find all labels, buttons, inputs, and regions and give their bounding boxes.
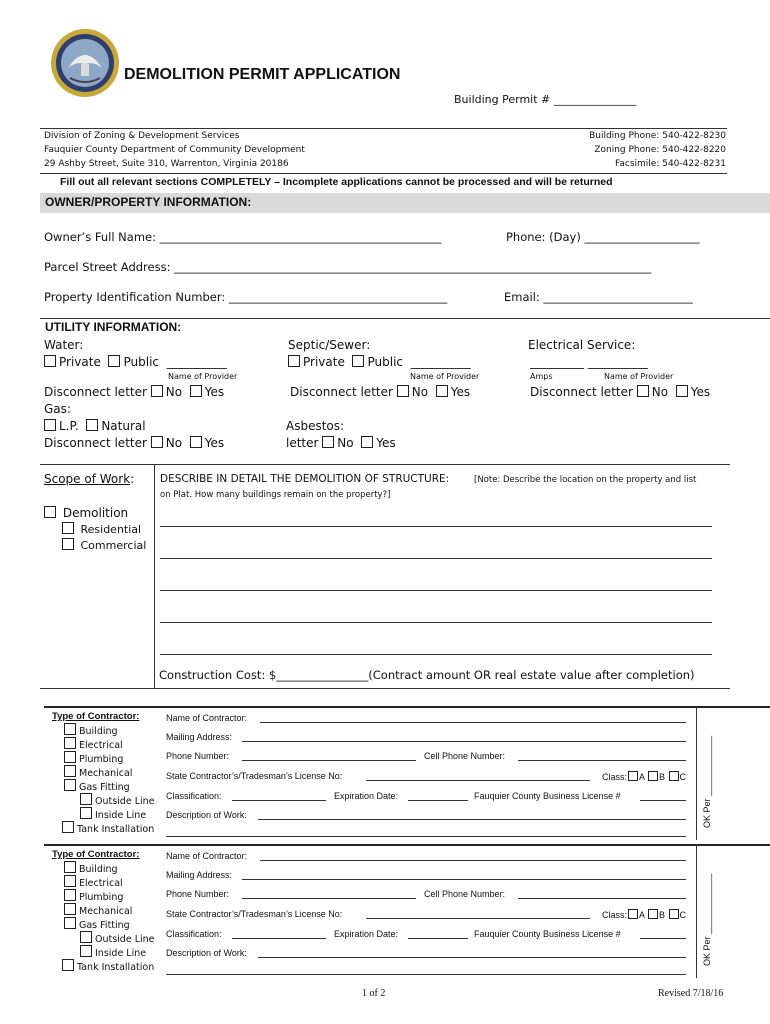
no-label: No xyxy=(411,385,429,399)
septic-public-checkbox[interactable] xyxy=(352,355,364,367)
inside-line-option[interactable]: Inside Line xyxy=(80,945,146,959)
business-license-field[interactable] xyxy=(640,938,686,939)
yes-label: Yes xyxy=(690,385,711,399)
license-label: State Contractor’s/Tradesman’s License No: xyxy=(166,909,343,919)
gas-disconnect-no-checkbox[interactable] xyxy=(151,436,163,448)
cell-phone-field[interactable] xyxy=(518,898,686,899)
class-options: Class: A B C xyxy=(602,772,687,782)
tank-installation-option[interactable]: Tank Installation xyxy=(62,821,154,835)
gas-disconnect-label: Disconnect letter xyxy=(44,436,147,450)
tank-installation-option[interactable]: Tank Installation xyxy=(62,959,154,973)
yes-label: Yes xyxy=(376,436,396,450)
phone-number-label: Phone Number: xyxy=(166,889,230,899)
septic-provider-caption: Name of Provider xyxy=(410,372,480,381)
tank-installation-checkbox[interactable] xyxy=(62,959,74,971)
contractor-type-checkbox[interactable] xyxy=(64,765,76,777)
water-public-label: Public xyxy=(123,355,159,369)
class-c-checkbox[interactable] xyxy=(669,909,679,919)
water-disconnect-yes-checkbox[interactable] xyxy=(190,385,202,397)
mailing-address-label: Mailing Address: xyxy=(166,870,233,880)
contractor-type-gas-fitting[interactable]: Gas Fitting xyxy=(64,779,130,793)
page-number: 1 of 2 xyxy=(362,988,386,999)
mailing-address-field[interactable] xyxy=(242,741,686,742)
gas-natural-checkbox[interactable] xyxy=(86,419,98,431)
class-c-checkbox[interactable] xyxy=(669,771,679,781)
outside-line-checkbox[interactable] xyxy=(80,793,92,805)
water-private-label: Private xyxy=(59,355,101,369)
description-field[interactable] xyxy=(258,819,686,820)
gas-lp-checkbox[interactable] xyxy=(44,419,56,431)
contractor-name-field[interactable] xyxy=(260,860,686,861)
page-title: DEMOLITION PERMIT APPLICATION xyxy=(124,66,401,83)
describe-note-2: on Plat. How many buildings remain on the property?] xyxy=(160,490,391,500)
residential-label: Residential xyxy=(80,523,142,536)
demolition-option xyxy=(44,506,128,520)
ok-per-label: OK Per ____________ xyxy=(702,735,712,828)
septic-public-label: Public xyxy=(367,355,403,369)
mailing-address-label: Mailing Address: xyxy=(166,732,233,742)
residential-checkbox[interactable] xyxy=(62,522,74,534)
owner-section-heading: OWNER/PROPERTY INFORMATION: xyxy=(40,193,770,213)
describe-line-4[interactable] xyxy=(160,622,712,623)
contractor-name-label: Name of Contractor: xyxy=(166,851,248,861)
describe-line-3[interactable] xyxy=(160,590,712,591)
water-disconnect-no-checkbox[interactable] xyxy=(151,385,163,397)
class-a-checkbox[interactable] xyxy=(628,771,638,781)
cell-phone-label: Cell Phone Number: xyxy=(424,751,506,761)
class-b-checkbox[interactable] xyxy=(648,909,658,919)
inside-line-checkbox[interactable] xyxy=(80,945,92,957)
septic-private-label: Private xyxy=(303,355,345,369)
completion-notice: Fill out all relevant sections COMPLETELY – Incomplete applications cannot be processed and will be returned xyxy=(60,176,613,188)
contractor-type-building[interactable]: Building xyxy=(64,723,118,737)
license-field[interactable] xyxy=(366,918,590,919)
classification-label: Classification: xyxy=(166,791,222,801)
owner-name-field[interactable]: Owner’s Full Name: _________________________________________________ xyxy=(44,230,442,244)
describe-note-1: [Note: Describe the location on the property and list xyxy=(474,475,697,485)
water-public-checkbox[interactable] xyxy=(108,355,120,367)
contractor-type-building[interactable]: Building xyxy=(64,861,118,875)
contractor-type-mechanical[interactable]: Mechanical xyxy=(64,903,132,917)
contractor-type-heading: Type of Contractor: xyxy=(52,849,140,860)
contractor-type-electrical[interactable]: Electrical xyxy=(64,875,123,889)
email-field[interactable]: Email: __________________________ xyxy=(504,290,693,304)
yes-label: Yes xyxy=(204,385,225,399)
electric-provider-caption: Name of Provider xyxy=(604,372,674,381)
commercial-checkbox[interactable] xyxy=(62,538,74,550)
electric-disconnect-yes-checkbox[interactable] xyxy=(676,385,688,397)
description-field-2[interactable] xyxy=(166,974,686,975)
owner-phone-field[interactable]: Phone: (Day) ____________________ xyxy=(506,230,700,244)
scope-heading xyxy=(44,472,134,486)
contractor-type-checkbox[interactable] xyxy=(64,861,76,873)
commercial-option xyxy=(62,538,146,552)
business-license-label: Fauquier County Business License # xyxy=(474,791,621,801)
cell-phone-field[interactable] xyxy=(518,760,686,761)
contractor-type-plumbing[interactable]: Plumbing xyxy=(64,751,123,765)
zoning-phone: Zoning Phone: 540-422-8220 xyxy=(594,145,726,155)
commercial-label: Commercial xyxy=(80,539,147,552)
tank-installation-checkbox[interactable] xyxy=(62,821,74,833)
septic-disconnect-yes-checkbox[interactable] xyxy=(436,385,448,397)
classification-label: Classification: xyxy=(166,929,222,939)
expiration-label: Expiration Date: xyxy=(334,791,399,801)
scope-heading-colon: : xyxy=(130,472,135,486)
license-field[interactable] xyxy=(366,780,590,781)
license-label: State Contractor’s/Tradesman’s License No: xyxy=(166,771,343,781)
scope-heading-text: Scope of Work xyxy=(44,472,131,486)
contractor-type-mechanical[interactable]: Mechanical xyxy=(64,765,132,779)
class-a-checkbox[interactable] xyxy=(628,909,638,919)
contractor-type-checkbox[interactable] xyxy=(64,751,76,763)
septic-disconnect-label: Disconnect letter xyxy=(290,385,393,399)
septic-disconnect xyxy=(290,385,470,399)
description-label: Description of Work: xyxy=(166,948,247,958)
description-field[interactable] xyxy=(258,957,686,958)
contractor-type-checkbox[interactable] xyxy=(64,737,76,749)
division-line: Division of Zoning & Development Services xyxy=(44,131,240,141)
asbestos-no-checkbox[interactable] xyxy=(322,436,334,448)
inside-line-option[interactable]: Inside Line xyxy=(80,807,146,821)
septic-private-checkbox[interactable] xyxy=(288,355,300,367)
contractor-type-checkbox[interactable] xyxy=(64,903,76,915)
septic-disconnect-no-checkbox[interactable] xyxy=(397,385,409,397)
contractor-type-electrical[interactable]: Electrical xyxy=(64,737,123,751)
asbestos-letter xyxy=(286,436,396,450)
no-label: No xyxy=(165,436,183,450)
gas-disconnect xyxy=(44,436,224,450)
water-private-checkbox[interactable] xyxy=(44,355,56,367)
water-disconnect xyxy=(44,385,224,399)
classification-field[interactable] xyxy=(232,800,326,801)
electric-disconnect xyxy=(530,385,710,399)
description-field-2[interactable] xyxy=(166,836,686,837)
street-address-field[interactable]: Parcel Street Address: ___________________________________________________________________________________ xyxy=(44,260,652,274)
gas-lp-label: L.P. xyxy=(59,419,79,433)
septic-label: Septic/Sewer: xyxy=(288,338,371,352)
water-options xyxy=(44,355,227,369)
describe-line-5[interactable] xyxy=(160,654,712,655)
contractor-type-checkbox[interactable] xyxy=(64,889,76,901)
expiration-field[interactable] xyxy=(408,938,468,939)
mailing-address-field[interactable] xyxy=(242,879,686,880)
water-label: Water: xyxy=(44,338,84,352)
water-provider-caption: Name of Provider xyxy=(168,372,238,381)
residential-option xyxy=(62,522,141,536)
phone-number-label: Phone Number: xyxy=(166,751,230,761)
cell-phone-label: Cell Phone Number: xyxy=(424,889,506,899)
electric-label: Electrical Service: xyxy=(528,338,636,352)
describe-heading: DESCRIBE IN DETAIL THE DEMOLITION OF STRUCTURE: xyxy=(160,473,450,485)
demolition-label: Demolition xyxy=(62,506,129,520)
description-label: Description of Work: xyxy=(166,810,247,820)
outside-line-option[interactable]: Outside Line xyxy=(80,931,155,945)
no-label: No xyxy=(651,385,669,399)
electric-disconnect-no-checkbox[interactable] xyxy=(637,385,649,397)
no-label: No xyxy=(337,436,354,450)
contractor-type-checkbox[interactable] xyxy=(64,917,76,929)
outside-line-checkbox[interactable] xyxy=(80,931,92,943)
construction-cost-field[interactable]: Construction Cost: $________________(Contract amount OR real estate value after completion) xyxy=(159,668,695,682)
facsimile: Facsimile: 540-422-8231 xyxy=(615,159,726,169)
water-disconnect-label: Disconnect letter xyxy=(44,385,147,399)
department-line: Fauquier County Department of Community Development xyxy=(44,145,305,155)
expiration-field[interactable] xyxy=(408,800,468,801)
classification-field[interactable] xyxy=(232,938,326,939)
county-seal xyxy=(50,28,120,98)
contractor-name-label: Name of Contractor: xyxy=(166,713,248,723)
inside-line-checkbox[interactable] xyxy=(80,807,92,819)
gas-disconnect-yes-checkbox[interactable] xyxy=(190,436,202,448)
outside-line-option[interactable]: Outside Line xyxy=(80,793,155,807)
describe-line-2[interactable] xyxy=(160,558,712,559)
contractor-name-field[interactable] xyxy=(260,722,686,723)
building-phone: Building Phone: 540-422-8230 xyxy=(589,131,726,141)
contractor-type-checkbox[interactable] xyxy=(64,779,76,791)
yes-label: Yes xyxy=(204,436,225,450)
asbestos-yes-checkbox[interactable] xyxy=(361,436,373,448)
contractor-type-checkbox[interactable] xyxy=(64,875,76,887)
contractor-type-plumbing[interactable]: Plumbing xyxy=(64,889,123,903)
business-license-field[interactable] xyxy=(640,800,686,801)
business-license-label: Fauquier County Business License # xyxy=(474,929,621,939)
electric-disconnect-label: Disconnect letter xyxy=(530,385,633,399)
utility-section-heading: UTILITY INFORMATION: xyxy=(40,318,770,336)
class-b-checkbox[interactable] xyxy=(648,771,658,781)
demolition-checkbox[interactable] xyxy=(44,506,56,518)
septic-options xyxy=(288,355,471,369)
no-label: No xyxy=(165,385,183,399)
phone-number-field[interactable] xyxy=(242,760,416,761)
ok-per-label: OK Per ____________ xyxy=(702,873,712,966)
revised-date: Revised 7/18/16 xyxy=(658,988,724,999)
yes-label: Yes xyxy=(450,385,471,399)
building-permit-number[interactable]: Building Permit # _______________ xyxy=(454,93,637,106)
expiration-label: Expiration Date: xyxy=(334,929,399,939)
septic-provider-field[interactable]: __________ xyxy=(410,355,471,369)
amps-caption: Amps xyxy=(530,372,553,381)
electric-fields[interactable]: _________ __________ xyxy=(530,355,648,369)
water-provider-field[interactable]: __________ xyxy=(166,355,227,369)
contractor-type-heading: Type of Contractor: xyxy=(52,711,140,722)
gas-label: Gas: xyxy=(44,402,71,416)
address-line: 29 Ashby Street, Suite 310, Warrenton, Virginia 20186 xyxy=(44,159,289,169)
describe-line-1[interactable] xyxy=(160,526,712,527)
pin-field[interactable]: Property Identification Number: ______________________________________ xyxy=(44,290,448,304)
class-options: Class: A B C xyxy=(602,910,687,920)
contractor-type-checkbox[interactable] xyxy=(64,723,76,735)
asbestos-letter-label: letter xyxy=(286,436,319,450)
gas-natural-label: Natural xyxy=(101,419,146,433)
gas-options xyxy=(44,419,146,433)
phone-number-field[interactable] xyxy=(242,898,416,899)
asbestos-label: Asbestos: xyxy=(286,419,345,433)
contractor-type-gas-fitting[interactable]: Gas Fitting xyxy=(64,917,130,931)
